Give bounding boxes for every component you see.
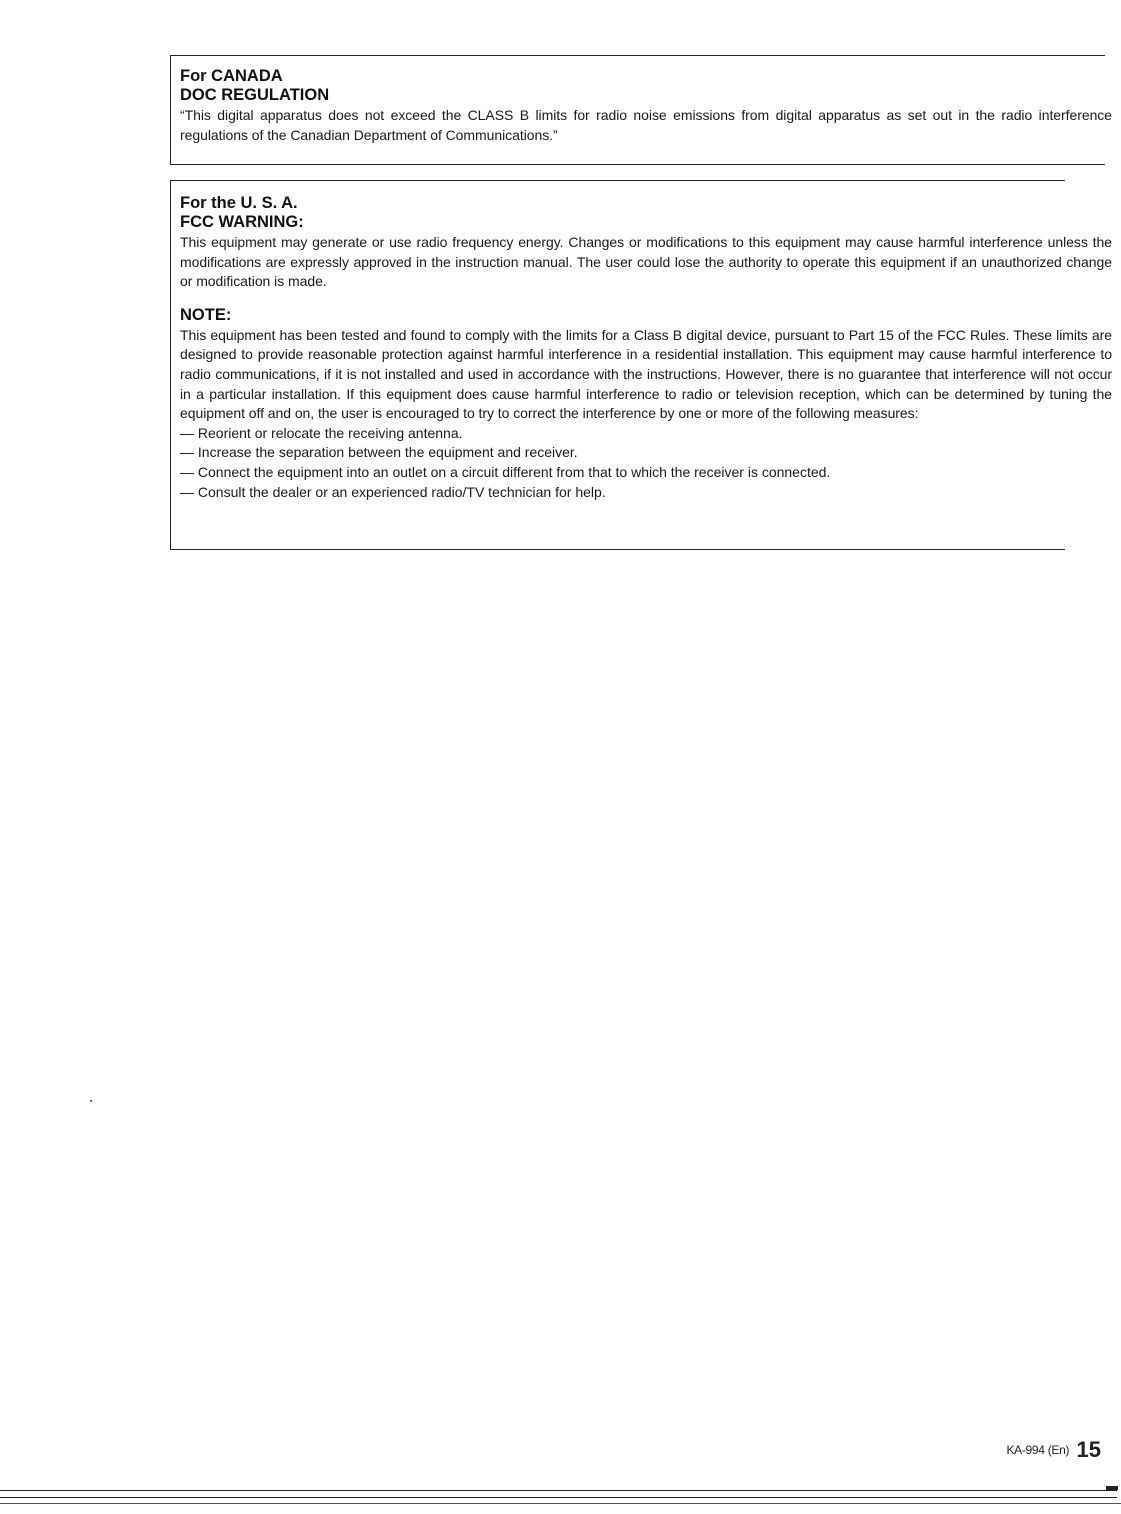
measures-list bbox=[180, 424, 1057, 502]
page-number: 15 bbox=[1076, 1437, 1101, 1462]
bottom-rule bbox=[0, 1503, 1121, 1504]
bottom-rule bbox=[0, 1490, 1117, 1491]
measure-item: — Increase the separation between the equipment and receiver. bbox=[180, 443, 1057, 463]
bottom-rule bbox=[0, 1497, 1117, 1498]
canada-notice-box bbox=[170, 55, 1112, 165]
usa-heading: For the U. S. A. bbox=[180, 194, 298, 212]
measure-item: — Reorient or relocate the receiving antenna. bbox=[180, 424, 1057, 444]
model-label: KA-994 (En) bbox=[1006, 1443, 1070, 1457]
doc-regulation-text: “This digital apparatus does not exceed the CLASS B limits for radio noise emissions from digital apparatus as set out in the radio interference regulations of the Canadian Department of Communications.” bbox=[180, 107, 1112, 143]
fcc-warning-heading: FCC WARNING: bbox=[180, 213, 304, 231]
page-footer bbox=[1006, 1437, 1101, 1463]
usa-notice-box bbox=[170, 180, 1112, 550]
measure-item: — Connect the equipment into an outlet on a circuit different from that to which the receiver is connected. bbox=[180, 463, 1057, 483]
note-heading: NOTE: bbox=[180, 305, 232, 324]
doc-regulation-heading: DOC REGULATION bbox=[180, 86, 330, 104]
scan-speck bbox=[1106, 1486, 1118, 1490]
note-text: This equipment has been tested and found to comply with the limits for a Class B digital device, pursuant to Part 15 of the FCC Rules. These limits are designed to provide reasonable protection against harmful interference in a residential installation. This equipment may cause harmful interference to radio communications, if it is not installed and used in accordance with the instructions. However, there is no guarantee that interference will not occur in a particular installation. If this equipment does cause harmful interference to radio or television reception, which can be determined by tuning the equipment off and on, the user is encouraged to try to correct the interference by one or more of the following measures: bbox=[180, 326, 1112, 422]
fcc-warning-text: This equipment may generate or use radio frequency energy. Changes or modifications to this equipment may cause harmful interference unless the modifications are expressly approved in the instruction manual. The user could lose the authority to operate this equipment if an unauthorized change or modification is made. bbox=[180, 234, 1112, 290]
measure-item: — Consult the dealer or an experienced radio/TV technician for help. bbox=[180, 483, 1057, 503]
canada-heading: For CANADA bbox=[180, 67, 283, 85]
scan-speck bbox=[90, 1100, 92, 1102]
